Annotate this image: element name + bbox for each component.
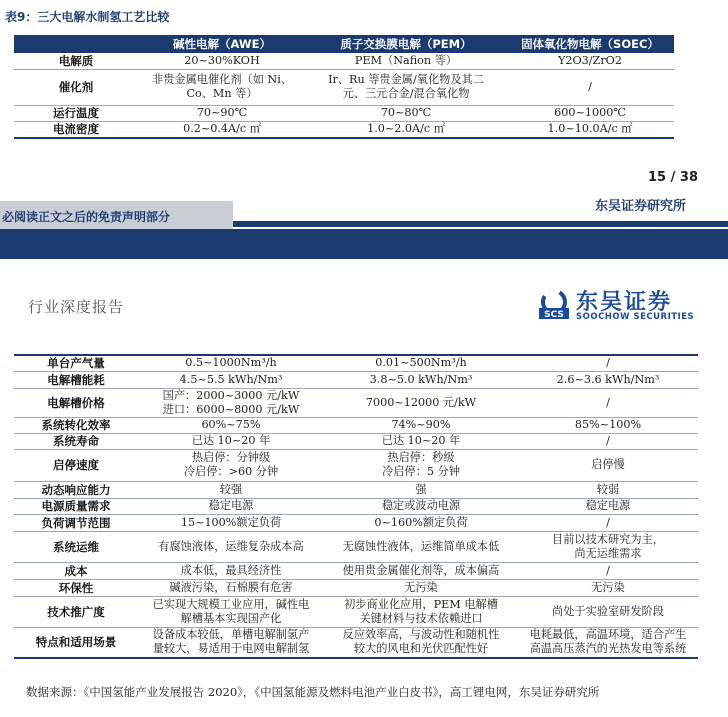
cell-line: 启停慢 bbox=[591, 458, 625, 471]
header-cell bbox=[14, 35, 138, 53]
cell-line: 稳定或波动电源 bbox=[381, 499, 461, 512]
row-label: 成本 bbox=[14, 562, 138, 579]
cell-pem: PEM（Nafion 等） bbox=[306, 53, 506, 69]
cell-line: 15~100%额定负荷 bbox=[180, 515, 282, 529]
table-header-row bbox=[14, 35, 674, 53]
cell-soec: Y2O3/ZrO2 bbox=[506, 53, 674, 69]
row-label: 技术推广度 bbox=[14, 596, 138, 627]
row-label: 系统运维 bbox=[14, 531, 138, 562]
table-row bbox=[14, 388, 698, 417]
cell-line: 使用贵金属催化剂等，成本偏高 bbox=[342, 563, 500, 577]
cell-line: 尚无运维需求 bbox=[574, 546, 642, 560]
cell-line: / bbox=[606, 395, 610, 409]
report-type: 行业深度报告 bbox=[28, 298, 125, 316]
process-comparison-table-part2 bbox=[14, 354, 698, 659]
cell-soec bbox=[518, 433, 698, 449]
cell-line: 60%~75% bbox=[201, 418, 261, 431]
cell-line: 已达 10~20 年 bbox=[381, 434, 461, 447]
cell-soec bbox=[518, 627, 698, 658]
cell-line: 无腐蚀性液体，运维简单成本低 bbox=[342, 539, 500, 553]
cell-line: 解槽基本实现国产化 bbox=[180, 611, 282, 625]
cell-line: 非贵金属电催化剂（如 Ni、 bbox=[152, 73, 292, 86]
cell-pem bbox=[324, 514, 518, 531]
company-logo bbox=[538, 288, 698, 324]
cell-soec bbox=[518, 417, 698, 433]
cell-line: 强 bbox=[415, 482, 427, 496]
cell-line: 反应效率高，与波动性和随机性 bbox=[342, 628, 500, 642]
row-label: 系统转化效率 bbox=[14, 417, 138, 433]
table-row bbox=[14, 596, 698, 627]
logo-mark-text: SCS bbox=[544, 310, 564, 320]
cell-line: 3.8~5.0 kWh/Nm³ bbox=[369, 372, 473, 386]
cell-awe bbox=[138, 355, 324, 371]
row-label: 系统寿命 bbox=[14, 433, 138, 449]
cell-line: 稳定电源 bbox=[208, 499, 254, 512]
cell-awe bbox=[138, 596, 324, 627]
cell-awe bbox=[138, 531, 324, 562]
cell-soec bbox=[518, 596, 698, 627]
cell-soec: 1.0~10.0A/c ㎡ bbox=[506, 121, 674, 138]
cell-soec bbox=[518, 562, 698, 579]
cell-line: 0.5~1000Nm³/h bbox=[185, 356, 277, 370]
cell-pem bbox=[324, 498, 518, 514]
cell-pem: 70~80℃ bbox=[306, 105, 506, 121]
cell-pem bbox=[324, 417, 518, 433]
row-label: 催化剂 bbox=[14, 69, 138, 105]
cell-line: 目前以技术研究为主， bbox=[552, 532, 664, 546]
cell-line: 85%~100% bbox=[574, 418, 642, 431]
disclaimer-text: 必阅读正文之后的免责声明部分 bbox=[2, 210, 171, 224]
table-row bbox=[14, 579, 698, 596]
row-label: 环保性 bbox=[14, 579, 138, 596]
process-comparison-table-part1 bbox=[14, 35, 674, 139]
row-label: 电源质量需求 bbox=[14, 498, 138, 514]
cell-awe bbox=[138, 388, 324, 417]
footer-rule bbox=[233, 221, 728, 227]
cell-awe bbox=[138, 433, 324, 449]
cell-soec bbox=[518, 514, 698, 531]
cell-line: 设备成本较低，单槽电解制氢产 bbox=[152, 628, 310, 642]
header-cell-pem: 质子交换膜电解（PEM） bbox=[306, 35, 506, 53]
table-row bbox=[14, 355, 698, 371]
cell-line: 量较大，易适用于电网电解制氢 bbox=[152, 642, 310, 656]
table-body bbox=[14, 355, 698, 658]
cell-line: / bbox=[606, 563, 610, 577]
row-label: 电解槽能耗 bbox=[14, 371, 138, 388]
cell-soec bbox=[518, 449, 698, 481]
company-name: 东吴证券研究所 bbox=[594, 199, 686, 214]
table-row bbox=[14, 498, 698, 514]
table-row bbox=[14, 562, 698, 579]
cell-pem bbox=[324, 433, 518, 449]
table-row bbox=[14, 371, 698, 388]
cell-pem bbox=[324, 531, 518, 562]
cell-soec bbox=[518, 355, 698, 371]
cell-line: 冷启停：>60 分钟 bbox=[183, 465, 279, 478]
table-row bbox=[14, 69, 674, 105]
cell-line: 高温高压蒸汽的光热发电等系统 bbox=[529, 642, 687, 656]
cell-line: 74%~90% bbox=[391, 418, 451, 431]
cell-line: 冷启停：5 分钟 bbox=[382, 465, 460, 478]
cell-line: 关键材料与技术依赖进口 bbox=[359, 611, 483, 625]
cell-line: / bbox=[606, 515, 610, 529]
cell-awe bbox=[138, 498, 324, 514]
cell-soec bbox=[518, 481, 698, 498]
row-label: 负荷调节范围 bbox=[14, 514, 138, 531]
cell-awe bbox=[138, 562, 324, 579]
cell-soec bbox=[518, 498, 698, 514]
row-label: 电解槽价格 bbox=[14, 388, 138, 417]
table-row bbox=[14, 449, 698, 481]
cell-awe: 70~90℃ bbox=[138, 105, 306, 121]
table-row bbox=[14, 531, 698, 562]
cell-pem bbox=[324, 562, 518, 579]
cell-line: / bbox=[606, 434, 610, 447]
table-row bbox=[14, 121, 674, 138]
cell-line: / bbox=[606, 356, 610, 370]
cell-pem bbox=[324, 579, 518, 596]
cell-line: 已实现大规模工业应用，碱性电 bbox=[152, 597, 310, 611]
cell-line: 热启停：分钟级 bbox=[191, 451, 271, 464]
cell-pem bbox=[324, 449, 518, 481]
header-cell-awe: 碱性电解（AWE） bbox=[138, 35, 306, 53]
cell-pem bbox=[324, 355, 518, 371]
cell-pem bbox=[324, 627, 518, 658]
row-label: 电解质 bbox=[14, 53, 138, 69]
table-row bbox=[14, 627, 698, 658]
cell-soec bbox=[518, 371, 698, 388]
cell-line: 成本低，最具经济性 bbox=[180, 563, 282, 577]
cell-line: 较大的风电和光伏匹配性好 bbox=[353, 642, 489, 656]
cell-pem bbox=[324, 388, 518, 417]
cell-line: 无污染 bbox=[591, 580, 625, 594]
cell-awe bbox=[138, 417, 324, 433]
table-row bbox=[14, 105, 674, 121]
table-row bbox=[14, 433, 698, 449]
page-number: 15 / 38 bbox=[648, 170, 698, 185]
row-label: 动态响应能力 bbox=[14, 481, 138, 498]
cell-pem bbox=[324, 481, 518, 498]
cell-line: 热启停：秒级 bbox=[387, 451, 455, 464]
cell-pem: 1.0~2.0A/c ㎡ bbox=[306, 121, 506, 138]
logo-chinese-name: 东吴证券 bbox=[576, 290, 673, 315]
cell-pem bbox=[324, 371, 518, 388]
cell-awe bbox=[138, 579, 324, 596]
header-cell-soec: 固体氧化物电解（SOEC） bbox=[506, 35, 674, 53]
cell-awe bbox=[138, 449, 324, 481]
cell-line: 较弱 bbox=[596, 482, 620, 496]
cell-line: Ir、Ru 等贵金属/氧化物及其二 bbox=[328, 73, 484, 86]
logo-english-name: SOOCHOW SECURITIES bbox=[576, 312, 695, 322]
cell-awe bbox=[138, 514, 324, 531]
cell-line: 0~160%额定负荷 bbox=[374, 515, 468, 529]
cell-awe: 0.2~0.4A/c ㎡ bbox=[138, 121, 306, 138]
table-row bbox=[14, 514, 698, 531]
cell-line: 初步商业化应用，PEM 电解槽 bbox=[344, 597, 498, 611]
cell-line: Co、Mn 等） bbox=[186, 87, 258, 100]
cell-soec: / bbox=[506, 69, 674, 105]
cell-line: 元、三元合金/混合氧化物 bbox=[342, 87, 470, 100]
cell-line: 碱液污染，石棉膜有危害 bbox=[169, 580, 293, 594]
cell-line: 有腐蚀液体，运维复杂成本高 bbox=[158, 539, 304, 553]
cell-line: 尚处于实验室研发阶段 bbox=[552, 604, 664, 618]
table-row bbox=[14, 481, 698, 498]
cell-line: 0.01~500Nm³/h bbox=[375, 356, 467, 370]
cell-awe bbox=[138, 627, 324, 658]
cell-line: 较强 bbox=[219, 482, 243, 496]
cell-line: 进口：6000~8000 元/kW bbox=[162, 402, 300, 416]
cell-pem bbox=[324, 596, 518, 627]
cell-line: 7000~12000 元/kW bbox=[365, 395, 477, 409]
cell-soec: 600~1000℃ bbox=[506, 105, 674, 121]
cell-soec bbox=[518, 531, 698, 562]
table-row bbox=[14, 53, 674, 69]
cell-soec bbox=[518, 579, 698, 596]
cell-awe bbox=[138, 371, 324, 388]
page-break-band bbox=[0, 229, 728, 259]
cell-line: 无污染 bbox=[404, 580, 438, 594]
table-row bbox=[14, 417, 698, 433]
row-label: 单台产气量 bbox=[14, 355, 138, 371]
cell-awe: 20~30%KOH bbox=[138, 53, 306, 69]
cell-line: 已达 10~20 年 bbox=[191, 434, 271, 447]
logo-mark-icon bbox=[538, 288, 570, 320]
cell-line: 4.5~5.5 kWh/Nm³ bbox=[179, 372, 283, 386]
cell-line: 电耗最低，高温环境，适合产生 bbox=[529, 628, 687, 642]
cell-line: 稳定电源 bbox=[585, 499, 631, 512]
row-label: 电流密度 bbox=[14, 121, 138, 138]
cell-line: 国产：2000~3000 元/kW bbox=[162, 388, 300, 402]
cell-soec bbox=[518, 388, 698, 417]
data-source-note: 数据来源：《中国氢能产业发展报告 2020》，《中国氢能源及燃料电池产业白皮书》，高工锂电网，东吴证券研究所 bbox=[26, 685, 600, 699]
cell-line: 2.6~3.6 kWh/Nm³ bbox=[556, 372, 660, 386]
row-label: 特点和适用场景 bbox=[14, 627, 138, 658]
cell-pem bbox=[306, 69, 506, 105]
cell-awe bbox=[138, 69, 306, 105]
row-label: 运行温度 bbox=[14, 105, 138, 121]
cell-awe bbox=[138, 481, 324, 498]
table-caption: 表9：三大电解水制氢工艺比较 bbox=[5, 10, 170, 24]
row-label: 启停速度 bbox=[14, 449, 138, 481]
